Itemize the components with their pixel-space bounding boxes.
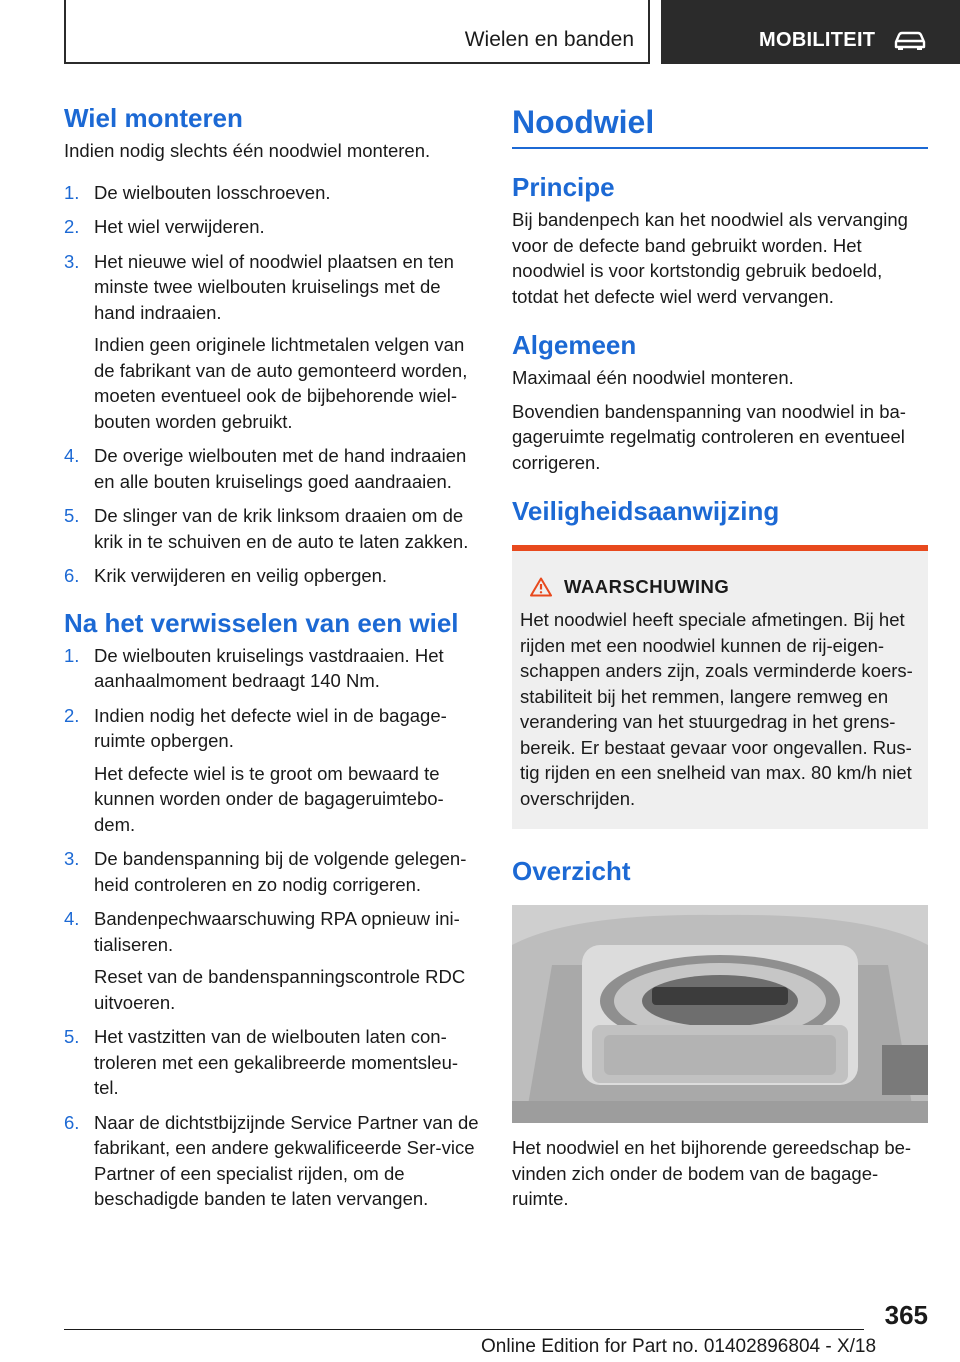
- overzicht-caption: Het noodwiel en het bijhorende gereedschap be-vinden zich onder de bodem van de bagage-ruimte.: [512, 1137, 912, 1209]
- step-item: 1. De wielbouten losschroeven.: [64, 181, 331, 203]
- step-item: 6. Naar de dichtstbijzijnde Service Partner van de fabrikant, een andere gekwalificeerde Ser-vice Partner of een specialist rijden, om de beschadigde banden te laten vervangen.: [64, 1111, 479, 1209]
- car-icon: [893, 30, 927, 50]
- steps-wiel-monteren: [64, 180, 480, 589]
- step-item: 5. De slinger van de krik linksom draaien om de krik in te schuiven en de auto te laten zakken.: [64, 505, 469, 552]
- heading-overzicht: Overzicht: [512, 856, 631, 886]
- chapter-title: MOBILITEIT: [759, 29, 876, 51]
- heading-wiel-monteren: Wiel monteren: [64, 103, 243, 133]
- page-number: 365: [884, 1300, 928, 1330]
- section-tab: [64, 0, 650, 64]
- step-note: Het defecte wiel is te groot om bewaard te kunnen worden onder de bagageruimtebo-dem.: [94, 762, 444, 835]
- step-note: Reset van de bandenspanningscontrole RDC uitvoeren.: [94, 966, 466, 1013]
- heading-algemeen: Algemeen: [512, 330, 637, 360]
- heading-principe: Principe: [512, 172, 615, 202]
- algemeen-text-2: Bovendien bandenspanning van noodwiel in ba-gageruimte regelmatig controleren en eventueel corrigeren.: [512, 400, 906, 473]
- step-item: 1. De wielbouten kruiselings vastdraaien. Het aanhaalmoment bedraagt 140 Nm.: [64, 644, 444, 691]
- step-item: 5. Het vastzitten van de wielbouten laten con-troleren met een gekalibreerde momentsleu-tel.: [64, 1026, 459, 1098]
- title-divider: [512, 147, 928, 149]
- warning-text: Het noodwiel heeft speciale afmetingen. Bij het rijden met een noodwiel kunnen de rij-eigen-schappen anders zijn, zoals verminderde koers-stabiliteit bij het remmen, langere remweg en verandering van het stuurgedrag in het grens-bereik. Er bestaat gevaar voor ongevallen. Rus-tig rijden en een snelheid van max. 80 km/h niet overschrijden.: [520, 609, 913, 809]
- step-item: 3. Het nieuwe wiel of noodwiel plaatsen en ten minste twee wielbouten kruiselings met de hand indraaien. Indien geen originele lichtmetalen velgen van de fabrikant van de auto gemonteerd worden, moeten eventueel ook de bijbehorende wiel-bouten worden gebruikt.: [64, 249, 480, 435]
- page-header: [0, 0, 960, 66]
- chapter-tab: [661, 0, 960, 64]
- spare-wheel-photo: [512, 905, 928, 1123]
- step-note: Indien geen originele lichtmetalen velgen van de fabrikant van de auto gemonteerd worden, moeten eventueel ook de bijbehorende wiel-bouten worden gebruikt.: [94, 334, 468, 432]
- footer-divider: [64, 1329, 864, 1330]
- step-item: 3. De bandenspanning bij de volgende gelegen-heid controleren en zo nodig corrigeren.: [64, 848, 467, 895]
- warning-triangle-icon: [530, 577, 552, 597]
- heading-noodwiel: Noodwiel: [512, 104, 655, 140]
- step-item: 4. Bandenpechwaarschuwing RPA opnieuw ini-tialiseren. Reset van de bandenspanningscontrole RDC uitvoeren.: [64, 906, 480, 1015]
- right-column: [512, 100, 928, 1212]
- warning-header: [530, 575, 920, 599]
- warning-label: WAARSCHUWING: [564, 576, 730, 597]
- step-item: 4. De overige wielbouten met de hand indraaien en alle bouten kruiselings goed aandraaien.: [64, 445, 467, 492]
- left-column: [64, 100, 480, 1212]
- footer-edition: Online Edition for Part no. 01402896804 - X/18: [481, 1336, 877, 1357]
- intro-text: Indien nodig slechts één noodwiel monteren.: [64, 140, 431, 161]
- step-item: 2. Indien nodig het defecte wiel in de bagage-ruimte opbergen. Het defecte wiel is te groot om bewaard te kunnen worden onder de bagageruimtebo-dem.: [64, 703, 480, 838]
- step-item: 2. Het wiel verwijderen.: [64, 216, 265, 237]
- algemeen-text-1: Maximaal één noodwiel monteren.: [512, 367, 794, 388]
- principe-text: Bij bandenpech kan het noodwiel als vervanging voor de defecte band gebruikt worden. Het noodwiel is voor kortstondig gebruik bedoeld, totdat het defecte wiel werd vervangen.: [512, 209, 908, 307]
- steps-na-verwisselen: [64, 643, 480, 1212]
- step-item: 6. Krik verwijderen en veilig opbergen.: [64, 565, 388, 586]
- section-title: Wielen en banden: [464, 28, 634, 51]
- heading-veiligheid: Veiligheidsaanwijzing: [512, 496, 780, 526]
- warning-box: [512, 545, 928, 829]
- heading-na-verwisselen: Na het verwisselen van een wiel: [64, 607, 459, 638]
